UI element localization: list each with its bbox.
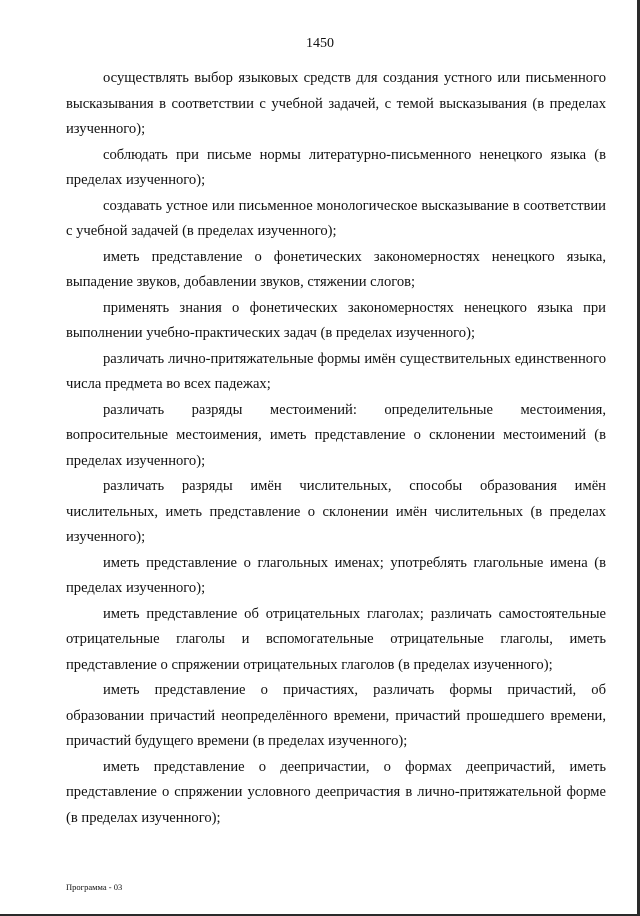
paragraph: различать разряды имён числительных, способы образования имён числительных, иметь представление о склонении имён числительных (в пределах изученного); bbox=[66, 478, 606, 545]
paragraph: различать разряды местоимений: определительные местоимения, вопросительные местоимения, иметь представление о склонении местоимений (в пределах изученного); bbox=[66, 401, 606, 469]
page-number: 1450 bbox=[306, 36, 334, 51]
page-body bbox=[66, 66, 606, 831]
paragraph: иметь представление о причастиях, различать формы причастий, об образовании причастий неопределённого времени, причастий прошедшего времени, причастий будущего времени (в пределах изученного); bbox=[66, 682, 606, 749]
paragraph: создавать устное или письменное монологическое высказывание в соответствии с учебной задачей (в пределах изученного); bbox=[66, 197, 606, 239]
paragraph: иметь представление о глагольных именах; употреблять глагольные имена (в пределах изученного); bbox=[66, 554, 606, 596]
footer-program-label: Программа - 03 bbox=[66, 882, 123, 892]
paragraph: иметь представление об отрицательных глаголах; различать самостоятельные отрицательные глаголы и вспомогательные отрицательные глаголы, иметь представление о спряжении отрицательных глаголов (в пределах изученного); bbox=[66, 605, 606, 673]
paragraph: иметь представление о деепричастии, о формах деепричастий, иметь представление о спряжении условного деепричастия в лично-притяжательной форме (в пределах изученного); bbox=[66, 758, 606, 826]
paragraph: различать лично-притяжательные формы имён существительных единственного числа предмета во всех падежах; bbox=[66, 350, 606, 392]
paragraph: осуществлять выбор языковых средств для создания устного или письменного высказывания в соответствии с учебной задачей, с темой высказывания (в пределах изученного); bbox=[66, 70, 606, 137]
paragraph: иметь представление о фонетических закономерностях ненецкого языка, выпадение звуков, добавлении звуков, стяжении слогов; bbox=[66, 248, 606, 290]
paragraph: соблюдать при письме нормы литературно-письменного ненецкого языка (в пределах изученного); bbox=[66, 146, 606, 188]
paragraph: применять знания о фонетических закономерностях ненецкого языка при выполнении учебно-практических задач (в пределах изученного); bbox=[66, 299, 606, 341]
